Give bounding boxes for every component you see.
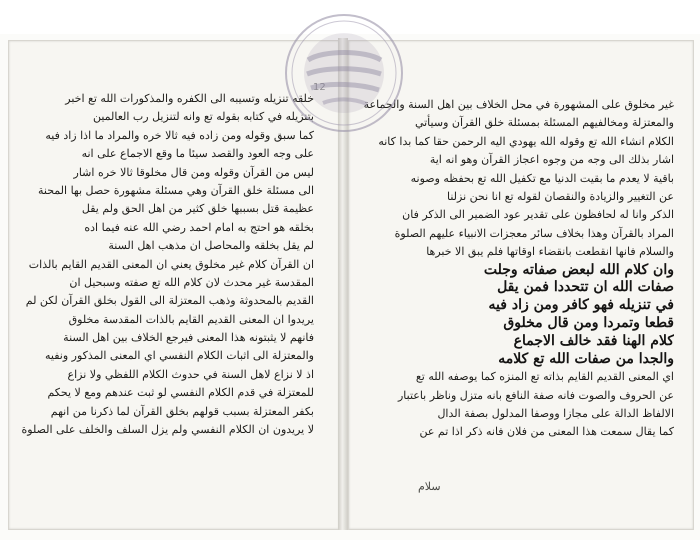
left-page-line: والمعتزلة الى اثبات الكلام النفسي اي المعنى المذكور ونفيه xyxy=(44,349,314,363)
left-page-line: لا يريدون ان الكلام النفسي ولم يزل السلف والخلف على الصلوة xyxy=(22,423,314,437)
left-page-line: بخلقه هو احتج به امام احمد رضي الله عنه فيما اده xyxy=(84,220,314,234)
right-page-line: كما يقال سمعت هذا المعنى من فلان فانه ذكر اذا تم عن xyxy=(419,425,674,439)
verse-line: صفات الله ان تتحددا فمن يقل xyxy=(497,279,674,296)
library-seal-stamp xyxy=(283,12,405,134)
left-page-line: اذ لا نزاع لاهل السنة في حدوث الكلام اللفظي ولا نزاع xyxy=(67,367,314,381)
right-page-line: الالفاظ الدالة على مجازا ووصفا المدلول بصفة الدال xyxy=(437,407,674,421)
right-page-line: عن الحروف والصوت فانه صفة النافع بانه متزل وناظر باعتبار xyxy=(397,388,674,402)
right-page-line: والسلام فانها انقطعت بانقضاء اوقاتها فلم يبق الا خبرها xyxy=(426,245,674,259)
verse-line: في تنزيله فهو كافر ومن زاد فيه xyxy=(488,297,674,314)
left-page-line: ليس من القرآن وقوله ومن قال مخلوقا ثالا خره اشار xyxy=(73,165,314,179)
verse-line: وان كلام الله لبعض صفاته وجلت xyxy=(483,261,674,278)
folio-number: 12 xyxy=(313,82,326,93)
left-page-line: يريدوا ان المعنى القديم القايم بالذات المقدسة مخلوق xyxy=(68,312,314,326)
right-page-line: باقية لا يعدم ما بقيت الدنيا مع تكفيل الله تع بحفظه وصونه xyxy=(410,171,674,185)
left-page-line: على وجه العود والقصد سيئا ما وقع الاجماع على انه xyxy=(81,147,314,161)
right-page-line: الكلام انشاء الله تع وقوله الله يهودي اليه الرحمن حقا كما بدا كانه xyxy=(378,134,674,148)
left-page-line: كما سبق وقوله ومن زاده فيه ثالا خره والمراد ما اذا زاد فيه xyxy=(45,128,314,142)
right-page-line: اشار بذلك الى وجه من وجوه اعجاز القرآن وهو انه اية xyxy=(429,153,674,167)
left-page-line: خلقه تنزيله وتسيبه الى الكفره والمذكورات الله تع اخبر xyxy=(65,92,314,105)
right-page-line: غير مخلوق على المشهورة في محل الخلاف بين اهل السنة والجماعة xyxy=(363,98,674,111)
right-page-line: والمعتزلة ومخالفيهم المسئلة بمسئلة خلق القرآن وسيأتي xyxy=(414,116,674,130)
left-page-line: المقدسة غير محدث لان كلام الله تع صفته وسبحيل ان xyxy=(69,275,314,289)
right-page-text xyxy=(362,96,674,442)
verse-line: والجدا من صفات الله تع كلامه xyxy=(498,350,674,367)
left-page-line: للمعتزلة في قدم الكلام النفسي لو ثبت عندهم ومع لا يحكم xyxy=(47,386,314,400)
left-page-line: القديم بالمحدوثة وذهب المعتزلة الى القول بخلق القرآن لكن لم xyxy=(25,294,314,308)
verse-line: كلام الهنا فقد خالف الاجماع xyxy=(513,332,674,349)
left-page-line: ان القرآن كلام غير مخلوق يعني ان المعنى القديم القايم بالذات xyxy=(28,257,314,271)
left-page-line: لم يقل بخلقه والمحاصل ان مذهب اهل السنة xyxy=(108,239,314,253)
left-page-line: الى مسئلة خلق القرآن وهي مسئلة مشهورة حصل بها المحنة xyxy=(37,183,314,197)
bottom-marginal-note: سلام xyxy=(418,480,441,493)
right-page-line: المراد بالقرآن وهذا بخلاف سائر معجزات الانبياء عليهم الصلوة xyxy=(394,226,674,240)
left-page-line: بتنزيله في كتابه بقوله تع وانه لتنزيل رب العالمين xyxy=(92,110,314,124)
left-page-text xyxy=(22,90,314,439)
left-page-line: بكفر المعتزلة بسبب قولهم بخلق القرآن لما ذكرنا من انهم xyxy=(50,404,314,418)
left-page-line: فانهم لا يثبتونه هذا المعنى فيرجع الخلاف بين اهل السنة xyxy=(63,331,314,345)
verse-line: قطعا وتمردا ومن قال مخلوق xyxy=(503,314,674,331)
left-page-line: عظيمة قتل بسببها خلق كثير من اهل الحق ولم يقل xyxy=(81,202,314,216)
right-page-line: اي المعنى القديم القايم بذاته تع المنزه كما يوصفه الله تع xyxy=(415,370,674,384)
right-page-line: عن التغيير والزيادة والنقصان لقوله تع انا نحن نزلنا xyxy=(446,189,674,203)
right-page-line: الذكر وانا له لحافظون على تقدير عود الضمير الى الذكر فان xyxy=(402,208,674,222)
